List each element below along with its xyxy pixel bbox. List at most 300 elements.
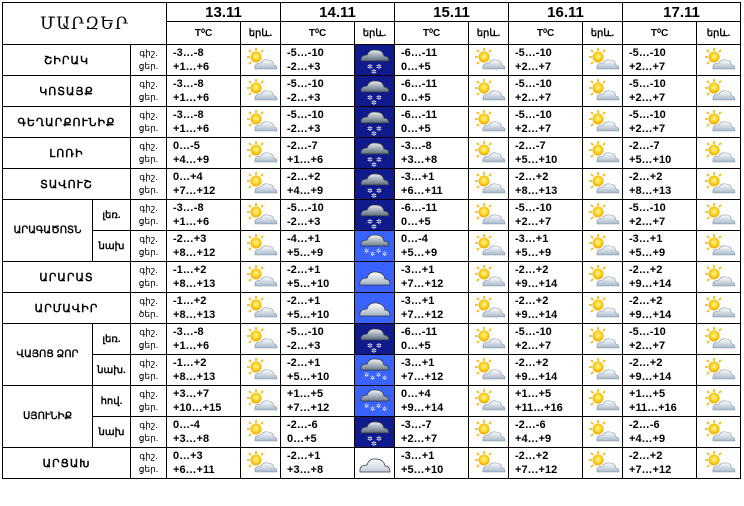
day-temp: +2…+7 (515, 61, 552, 73)
temperature-cell (281, 262, 355, 293)
sun-cloud-icon (697, 293, 741, 324)
temperature-cell (167, 386, 241, 417)
day-temp: +9…+14 (401, 402, 444, 414)
sun-cloud-icon (583, 231, 623, 262)
temperature-cell (509, 386, 583, 417)
table-row (3, 76, 741, 107)
temperature-cell (509, 76, 583, 107)
sun-cloud-icon (469, 324, 509, 355)
day-label: ցեր. (138, 247, 159, 257)
date-label: 14.11 (319, 3, 356, 21)
date-label: 13.11 (205, 3, 242, 21)
svg-text:✲: ✲ (369, 251, 375, 258)
night-temp: -5…-10 (515, 326, 552, 338)
night-temp: -3…-8 (173, 109, 204, 121)
temperature-cell (509, 200, 583, 231)
day-temp: 0…+5 (401, 92, 431, 104)
temp-column-header (167, 22, 241, 45)
table-row (3, 107, 741, 138)
cloud-day-icon (355, 262, 395, 293)
day-temp: +5…+9 (287, 247, 324, 259)
sun-cloud-icon (583, 324, 623, 355)
night-temp: -3…+1 (401, 357, 435, 369)
day-temp: +7…+12 (401, 309, 444, 321)
table-row (3, 262, 741, 293)
night-temp: -1…+2 (173, 264, 207, 276)
day-temp: +2…+7 (629, 61, 666, 73)
sun-cloud-icon (469, 355, 509, 386)
day-temp: +11…+16 (515, 402, 563, 414)
temp-column-header (509, 22, 583, 45)
day-label: ցեր. (138, 61, 159, 71)
sun-cloud-icon (583, 417, 623, 448)
night-temp: 0…+4 (401, 388, 431, 400)
temperature-cell (623, 231, 697, 262)
day-temp: +10…+15 (173, 402, 222, 414)
day-temp: +4…+9 (173, 154, 210, 166)
region-label: ԳԵՂԱՐՔՈՒՆԻՔ (17, 116, 116, 129)
svg-text:✲: ✲ (375, 435, 382, 443)
temperature-cell (281, 200, 355, 231)
temperature-cell (395, 107, 469, 138)
sun-cloud-icon (697, 45, 741, 76)
period-labels (131, 417, 167, 448)
sun-cloud-icon (469, 231, 509, 262)
day-temp: +8…+12 (173, 247, 216, 259)
svg-text:✲: ✲ (381, 406, 387, 413)
temperature-cell (167, 417, 241, 448)
subregion-label: նախ (98, 426, 125, 438)
snow-night-icon (355, 107, 395, 138)
night-temp: -1…+2 (173, 295, 207, 307)
night-temp: -2…+2 (515, 295, 549, 307)
sun-cloud-icon (697, 355, 741, 386)
night-temp: -5…-10 (287, 78, 324, 90)
day-temp: 0…+5 (401, 216, 431, 228)
night-temp: 0…-4 (401, 233, 428, 245)
temperature-cell (395, 200, 469, 231)
svg-text:✲: ✲ (366, 187, 373, 195)
day-label: ցեր. (138, 433, 159, 443)
temperature-cell (509, 138, 583, 169)
temperature-cell (281, 386, 355, 417)
night-temp: 0…-4 (173, 419, 200, 431)
day-temp: 0…+5 (401, 123, 431, 135)
sun-cloud-icon (469, 293, 509, 324)
night-temp: -2…+2 (287, 171, 321, 183)
night-temp: -3…+1 (515, 233, 549, 245)
day-temp: +2…+7 (629, 216, 666, 228)
snow-night-icon (355, 138, 395, 169)
temperature-cell (167, 231, 241, 262)
night-temp: 0…+3 (173, 450, 203, 462)
sun-cloud-icon (469, 200, 509, 231)
temperature-cell (623, 417, 697, 448)
day-label: ցեր. (138, 464, 159, 474)
night-temp: -3…-8 (173, 78, 204, 90)
sun-cloud-icon (583, 200, 623, 231)
temperature-cell (281, 107, 355, 138)
sun-cloud-icon (241, 138, 281, 169)
date-label: 16.11 (547, 3, 584, 21)
night-temp: -5…-10 (287, 326, 324, 338)
night-temp: -5…-10 (515, 78, 552, 90)
sun-cloud-icon (583, 76, 623, 107)
day-temp: +1…+6 (287, 154, 324, 166)
svg-text:✲: ✲ (363, 372, 369, 379)
svg-text:✲: ✲ (375, 372, 381, 379)
temperature-cell (281, 448, 355, 479)
temperature-cell (395, 262, 469, 293)
night-temp: +3…+7 (173, 388, 210, 400)
night-temp: -5…-10 (515, 109, 552, 121)
title-text: ՄԱՐԶԵՐ (39, 13, 130, 34)
night-label: գիշ. (139, 296, 158, 306)
cloud-white-icon (355, 448, 395, 479)
temperature-cell (167, 262, 241, 293)
temperature-cell (623, 45, 697, 76)
temperature-cell (281, 76, 355, 107)
region-label: ՏԱՎՈՒՇ (40, 178, 93, 191)
night-label: գիշ. (139, 420, 158, 430)
table-row (3, 417, 741, 448)
sun-cloud-icon (697, 138, 741, 169)
region-name (3, 324, 93, 386)
night-temp: -2…+2 (629, 171, 663, 183)
night-temp: -5…-10 (629, 109, 666, 121)
sun-cloud-icon (469, 138, 509, 169)
day-label: ցեր. (138, 123, 159, 133)
night-label: գիշ. (139, 327, 158, 337)
sun-cloud-icon (583, 45, 623, 76)
night-temp: -6…-11 (401, 326, 438, 338)
night-label: գիշ. (139, 110, 158, 120)
night-temp: -3…+1 (401, 295, 435, 307)
night-temp: -3…-7 (401, 419, 432, 431)
sun-cloud-icon (469, 107, 509, 138)
temperature-cell (623, 169, 697, 200)
sun-cloud-icon (241, 107, 281, 138)
region-label: ՍՅՈՒՆԻՔ (22, 411, 73, 422)
svg-text:✲: ✲ (370, 130, 377, 137)
subregion-name (93, 324, 131, 355)
day-temp: +1…+6 (173, 92, 210, 104)
period-labels (131, 386, 167, 417)
day-temp: -2…+3 (287, 61, 321, 73)
night-temp: -3…-8 (173, 326, 204, 338)
sun-cloud-icon (469, 262, 509, 293)
svg-text:✲: ✲ (370, 440, 377, 447)
night-temp: -2…+2 (515, 450, 549, 462)
snow-day-icon (355, 386, 395, 417)
temperature-cell (623, 355, 697, 386)
sun-cloud-icon (241, 169, 281, 200)
day-temp: -2…+3 (287, 123, 321, 135)
sun-cloud-icon (583, 262, 623, 293)
night-label: գիշ. (139, 265, 158, 275)
svg-text:✲: ✲ (366, 218, 373, 226)
snow-night-icon (355, 417, 395, 448)
day-temp: +1…+6 (173, 340, 210, 352)
night-label: գիշ. (139, 389, 158, 399)
temperature-cell (395, 231, 469, 262)
sky-column-header (583, 22, 623, 45)
day-temp: +5…+9 (515, 247, 552, 259)
day-temp: +7…+12 (401, 371, 444, 383)
period-labels (131, 200, 167, 231)
region-name (3, 76, 131, 107)
region-name (3, 107, 131, 138)
temperature-cell (395, 386, 469, 417)
period-labels (131, 45, 167, 76)
temperature-cell (395, 293, 469, 324)
date-header (395, 3, 509, 22)
night-temp: -5…-10 (287, 202, 324, 214)
svg-text:✲: ✲ (370, 161, 377, 168)
region-label: ԱՐԱՐԱՏ (39, 271, 94, 284)
night-temp: +1…+5 (629, 388, 666, 400)
night-temp: -5…-10 (629, 47, 666, 59)
temperature-cell (623, 200, 697, 231)
day-temp: 0…+5 (287, 433, 317, 445)
day-label: ցեր. (138, 402, 159, 412)
svg-text:✲: ✲ (363, 248, 369, 255)
temperature-cell (623, 448, 697, 479)
temperature-cell (623, 386, 697, 417)
night-temp: -2…+1 (287, 295, 321, 307)
temperature-cell (509, 355, 583, 386)
sun-cloud-icon (697, 169, 741, 200)
date-header (167, 3, 281, 22)
night-temp: -3…-8 (173, 202, 204, 214)
sun-cloud-icon (583, 138, 623, 169)
temp-column-header (281, 22, 355, 45)
date-header (281, 3, 395, 22)
sun-cloud-icon (469, 76, 509, 107)
subregion-label: լեռ. (102, 333, 121, 345)
day-temp: +5…+9 (401, 247, 438, 259)
sky-column-header (355, 22, 395, 45)
snow-night-icon (355, 324, 395, 355)
day-temp: +9…+14 (629, 278, 672, 290)
region-name (3, 448, 131, 479)
temp-label: T⁰C (536, 27, 555, 39)
day-temp: +9…+14 (515, 278, 558, 290)
region-label: ԿՈՏԱՅՔ (39, 85, 94, 98)
night-label: գիշ. (139, 48, 158, 58)
night-temp: -6…-11 (401, 202, 438, 214)
subregion-name (93, 200, 131, 231)
region-label: ԼՈՌԻ (49, 147, 84, 160)
sky-column-header (469, 22, 509, 45)
subregion-label: լեռ. (102, 209, 121, 221)
temperature-cell (167, 293, 241, 324)
table-row (3, 386, 741, 417)
temperature-cell (167, 76, 241, 107)
temperature-cell (509, 45, 583, 76)
day-temp: +7…+12 (629, 464, 672, 476)
temperature-cell (167, 355, 241, 386)
snow-day-icon (355, 231, 395, 262)
svg-text:✲: ✲ (366, 342, 373, 350)
night-temp: -5…-10 (515, 202, 552, 214)
sun-cloud-icon (241, 293, 281, 324)
day-temp: +2…+7 (629, 92, 666, 104)
period-labels (131, 324, 167, 355)
region-label: ԱՐՑԱԽ (42, 457, 91, 470)
period-labels (131, 231, 167, 262)
sky-column-header (697, 22, 741, 45)
day-temp: +1…+6 (173, 61, 210, 73)
sky-label: երև. (362, 27, 387, 39)
day-temp: +2…+7 (629, 123, 666, 135)
temperature-cell (395, 138, 469, 169)
night-temp: -2…+2 (629, 295, 663, 307)
table-row (3, 45, 741, 76)
temperature-cell (395, 169, 469, 200)
svg-text:✲: ✲ (375, 94, 382, 102)
period-labels (131, 293, 167, 324)
sun-cloud-icon (241, 386, 281, 417)
day-temp: +5…+10 (287, 278, 330, 290)
temperature-cell (509, 448, 583, 479)
period-labels (131, 138, 167, 169)
temperature-cell (395, 355, 469, 386)
night-temp: -3…+1 (401, 171, 435, 183)
day-temp: +8…+13 (629, 185, 672, 197)
day-temp: +2…+7 (515, 123, 552, 135)
sun-cloud-icon (241, 262, 281, 293)
day-temp: +7…+12 (401, 278, 444, 290)
day-temp: +11…+16 (629, 402, 677, 414)
night-temp: -2…+3 (173, 233, 207, 245)
temperature-cell (509, 231, 583, 262)
svg-text:✲: ✲ (375, 403, 381, 410)
night-label: գիշ. (139, 203, 158, 213)
date-label: 17.11 (663, 3, 700, 21)
day-temp: +9…+14 (629, 371, 672, 383)
day-temp: +1…+6 (173, 216, 210, 228)
sun-cloud-icon (241, 324, 281, 355)
cloud-day-icon (355, 293, 395, 324)
period-labels (131, 107, 167, 138)
region-name (3, 200, 93, 262)
sun-cloud-icon (241, 417, 281, 448)
table-row (3, 138, 741, 169)
night-temp: -3…-8 (401, 140, 432, 152)
svg-text:✲: ✲ (370, 68, 377, 75)
date-header (623, 3, 741, 22)
temperature-cell (623, 324, 697, 355)
temperature-cell (281, 45, 355, 76)
day-temp: -2…+3 (287, 216, 321, 228)
night-temp: -2…-6 (287, 419, 318, 431)
day-temp: -2…+3 (287, 340, 321, 352)
night-temp: -2…-6 (515, 419, 546, 431)
night-label: գիշ. (139, 79, 158, 89)
date-header (509, 3, 623, 22)
svg-text:✲: ✲ (369, 375, 375, 382)
day-label: ցեր. (138, 185, 159, 195)
night-temp: -5…-10 (629, 326, 666, 338)
temperature-cell (167, 45, 241, 76)
night-temp: -2…+2 (629, 357, 663, 369)
day-temp: +5…+9 (629, 247, 666, 259)
sun-cloud-icon (469, 386, 509, 417)
night-temp: -5…-10 (515, 47, 552, 59)
snow-night-icon (355, 169, 395, 200)
svg-text:✲: ✲ (370, 99, 377, 106)
region-label: ՎԱՅՈՑ ՁՈՐ (16, 349, 79, 360)
day-label: ցեր. (138, 278, 159, 288)
table-row (3, 231, 741, 262)
night-temp: -5…-10 (629, 78, 666, 90)
snow-day-icon (355, 355, 395, 386)
period-labels (131, 448, 167, 479)
subregion-name (93, 231, 131, 262)
day-label: ցեր. (138, 340, 159, 350)
day-temp: +6…+11 (401, 185, 443, 197)
sun-cloud-icon (469, 169, 509, 200)
day-label: ցեր. (138, 371, 159, 381)
night-temp: 0…+4 (173, 171, 203, 183)
temp-column-header (623, 22, 697, 45)
night-temp: -3…+1 (629, 233, 663, 245)
night-temp: -5…-10 (629, 202, 666, 214)
temperature-cell (281, 355, 355, 386)
day-temp: +1…+6 (173, 123, 210, 135)
temperature-cell (395, 448, 469, 479)
region-name (3, 262, 131, 293)
day-temp: -2…+3 (287, 92, 321, 104)
region-label: ՇԻՐԱԿ (43, 54, 90, 67)
snow-night-icon (355, 45, 395, 76)
period-labels (131, 355, 167, 386)
night-temp: -5…-10 (287, 47, 324, 59)
table-row (3, 448, 741, 479)
night-label: գիշ. (139, 358, 158, 368)
temperature-cell (395, 324, 469, 355)
day-temp: +9…+14 (515, 309, 558, 321)
day-temp: +3…+8 (173, 433, 210, 445)
sun-cloud-icon (697, 231, 741, 262)
table-row (3, 293, 741, 324)
temp-label: T⁰C (422, 27, 441, 39)
day-temp: +8…+13 (173, 309, 216, 321)
subregion-label: նախ (98, 240, 125, 252)
svg-text:✲: ✲ (366, 63, 373, 71)
day-temp: +2…+7 (515, 92, 552, 104)
night-label: գիշ. (139, 451, 158, 461)
table-row (3, 324, 741, 355)
day-temp: +7…+12 (515, 464, 558, 476)
day-temp: +9…+14 (515, 371, 558, 383)
sun-cloud-icon (583, 448, 623, 479)
night-temp: -4…+1 (287, 233, 321, 245)
temperature-cell (167, 324, 241, 355)
sun-cloud-icon (469, 448, 509, 479)
night-temp: -6…-11 (401, 78, 438, 90)
temperature-cell (167, 138, 241, 169)
temperature-cell (281, 138, 355, 169)
sun-cloud-icon (697, 324, 741, 355)
temperature-cell (281, 231, 355, 262)
day-label: ծեր. (138, 309, 159, 319)
svg-text:✲: ✲ (375, 187, 382, 195)
svg-text:✲: ✲ (375, 218, 382, 226)
region-name (3, 45, 131, 76)
day-temp: +4…+9 (287, 185, 324, 197)
